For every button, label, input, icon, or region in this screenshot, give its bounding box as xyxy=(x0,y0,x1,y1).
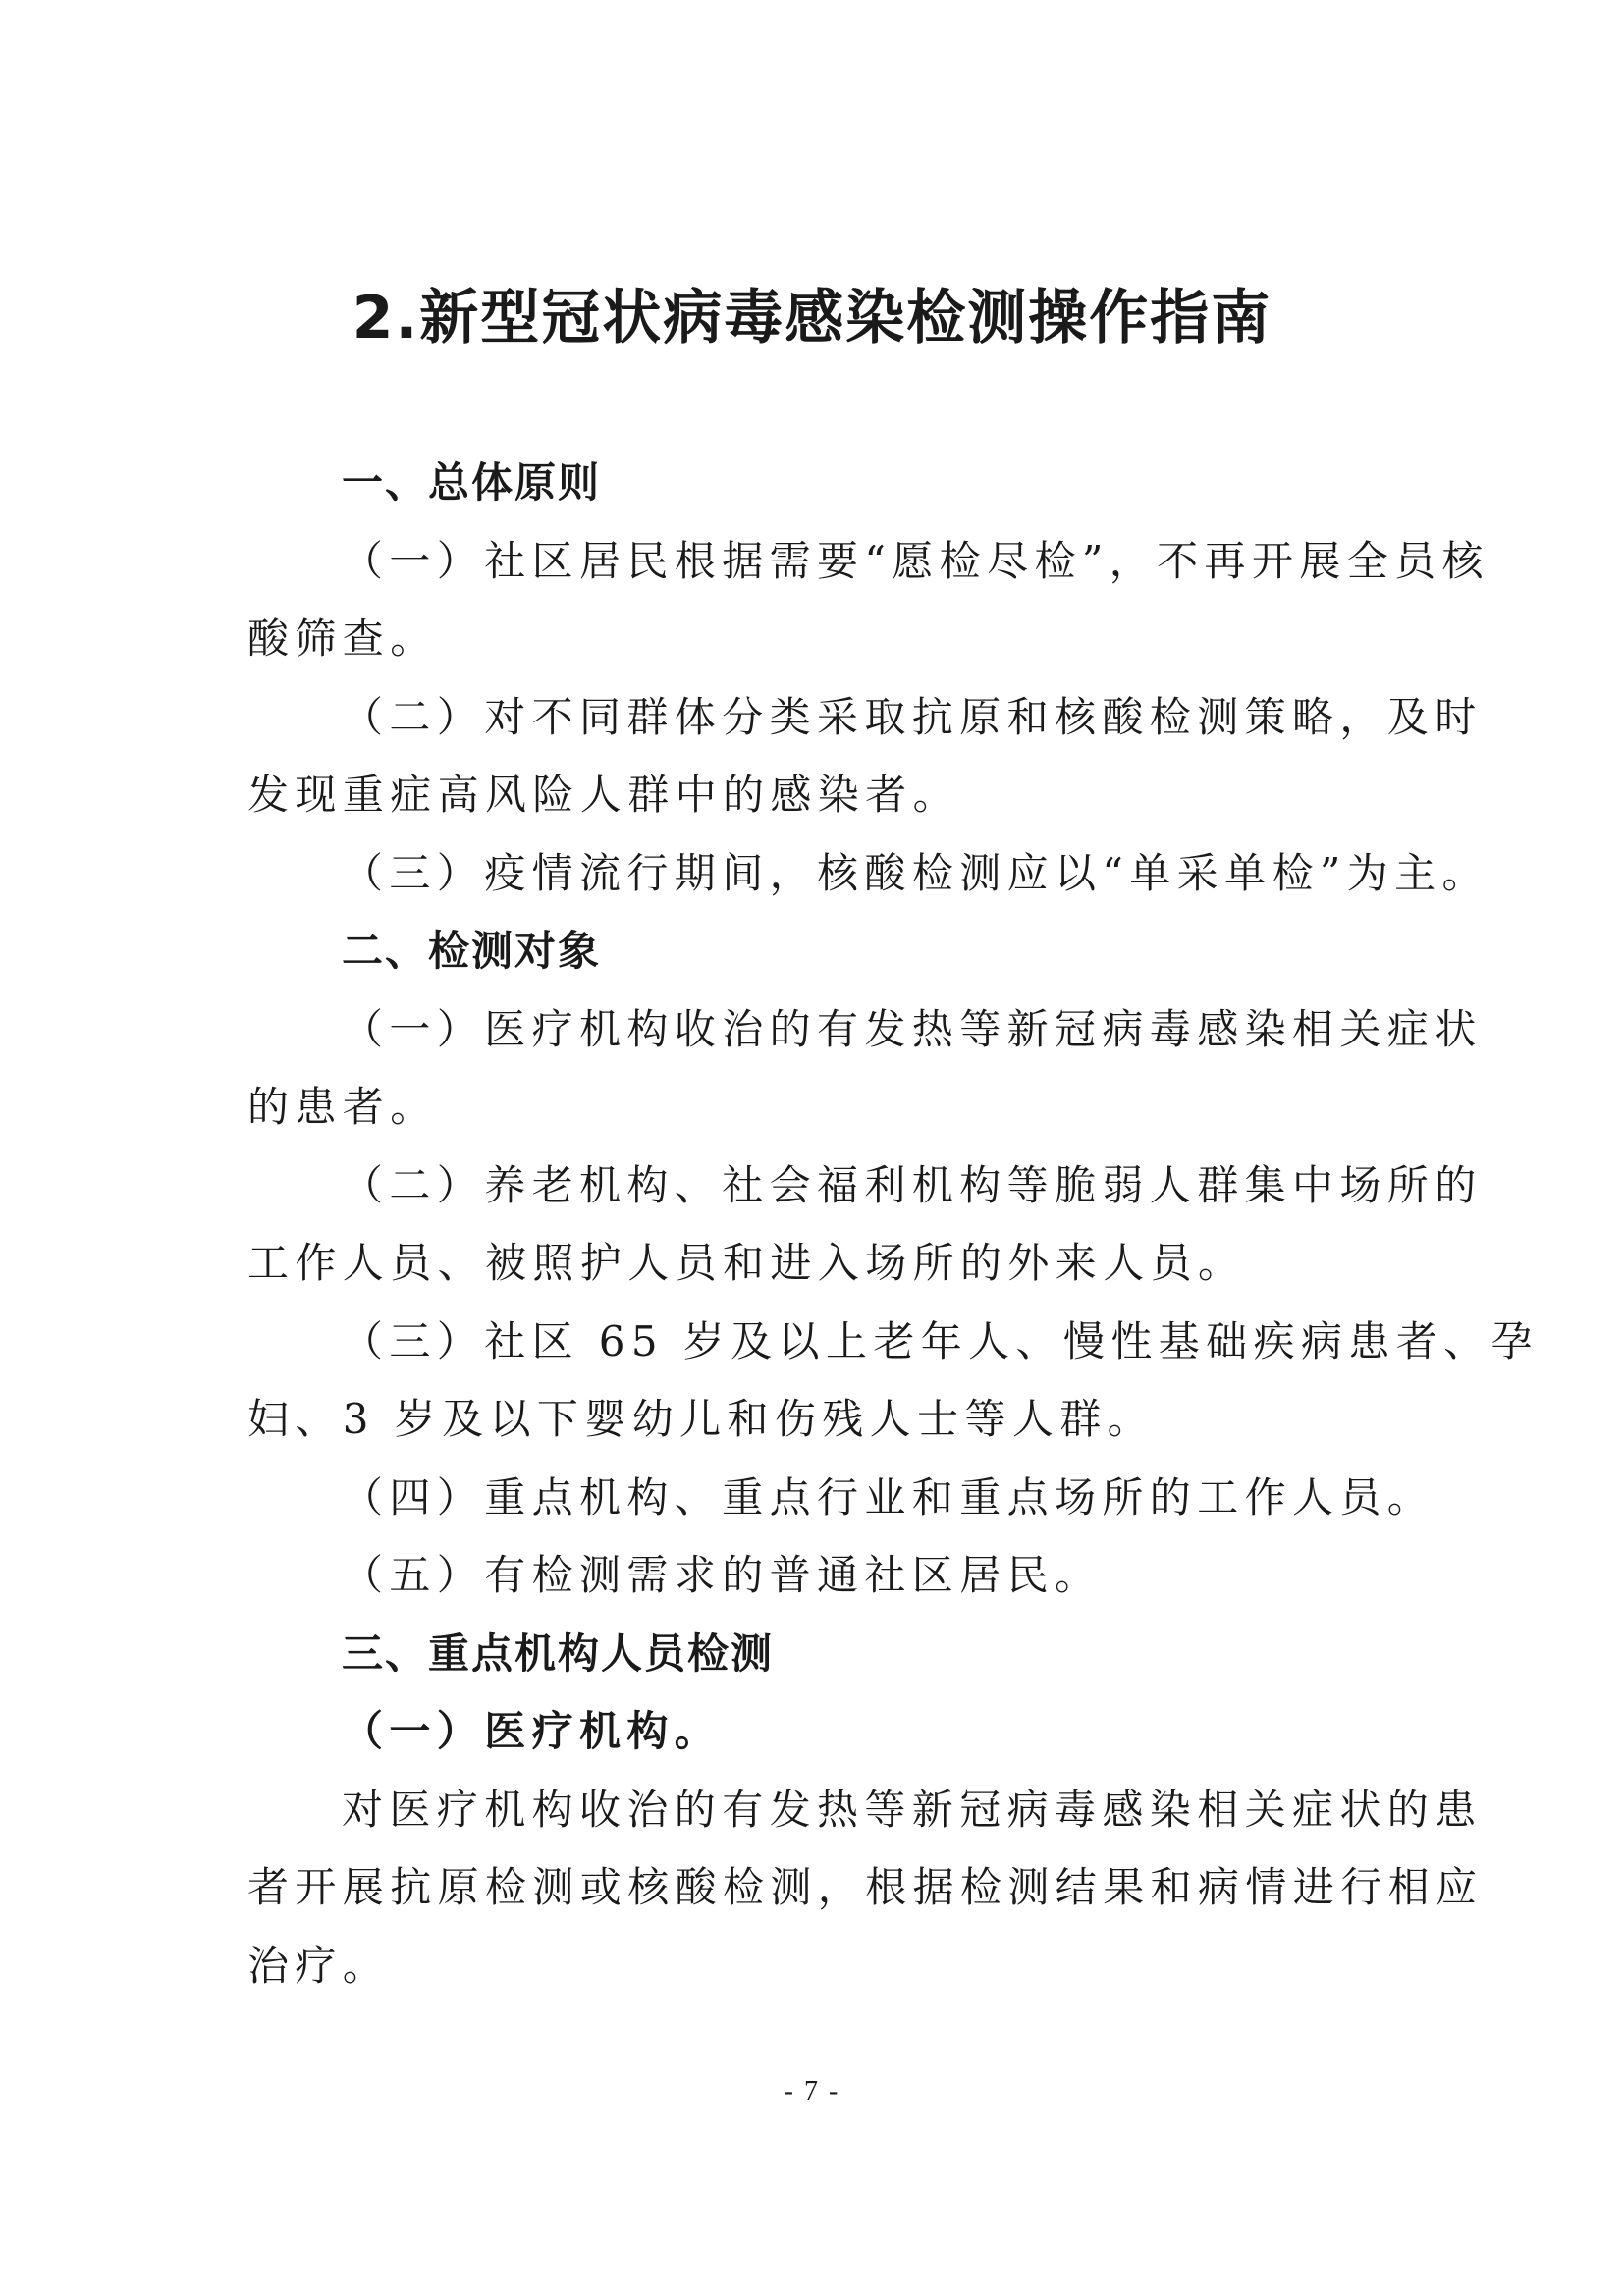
subsection-heading-medical-institutions: （一）医疗机构。 xyxy=(342,1707,723,1755)
paragraph-line: （一）社区居民根据需要“愿检尽检”，不再开展全员核 xyxy=(342,536,1489,585)
document-title: 2.新型冠状病毒感染检测操作指南 xyxy=(352,284,1272,352)
section-heading-key-institution-testing: 三、重点机构人员检测 xyxy=(342,1629,775,1678)
section-heading-test-targets: 二、检测对象 xyxy=(342,927,602,975)
paragraph-line: （一）医疗机构收治的有发热等新冠病毒感染相关症状 xyxy=(342,1004,1483,1053)
paragraph-line: （三）疫情流行期间，核酸检测应以“单采单检”为主。 xyxy=(342,848,1489,897)
paragraph-line: 发现重症高风险人群中的感染者。 xyxy=(247,771,961,819)
section-heading-general-principles: 一、总体原则 xyxy=(342,458,602,507)
paragraph-line: 工作人员、被照护人员和进入场所的外来人员。 xyxy=(247,1239,1246,1287)
paragraph-line: （二）养老机构、社会福利机构等脆弱人群集中场所的 xyxy=(342,1160,1483,1209)
paragraph-line: 酸筛查。 xyxy=(247,614,438,663)
document-body xyxy=(247,444,1539,2004)
paragraph-line: 对医疗机构收治的有发热等新冠病毒感染相关症状的患 xyxy=(342,1785,1483,1834)
paragraph-line: 者开展抗原检测或核酸检测，根据检测结果和病情进行相应 xyxy=(247,1863,1484,1911)
paragraph-line: （四）重点机构、重点行业和重点场所的工作人员。 xyxy=(342,1472,1435,1522)
paragraph-line: （五）有检测需求的普通社区居民。 xyxy=(342,1551,1103,1599)
paragraph-line: 妇、3 岁及以下婴幼儿和伤残人士等人群。 xyxy=(247,1395,1156,1443)
page-number: - 7 - xyxy=(784,2076,840,2107)
paragraph-line: 治疗。 xyxy=(247,1941,391,1990)
paragraph-line: （二）对不同群体分类采取抗原和核酸检测策略，及时 xyxy=(342,692,1483,741)
paragraph-line: 的患者。 xyxy=(247,1083,438,1131)
paragraph-line: （三）社区 65 岁及以上老年人、慢性基础疾病患者、孕 xyxy=(342,1316,1539,1365)
